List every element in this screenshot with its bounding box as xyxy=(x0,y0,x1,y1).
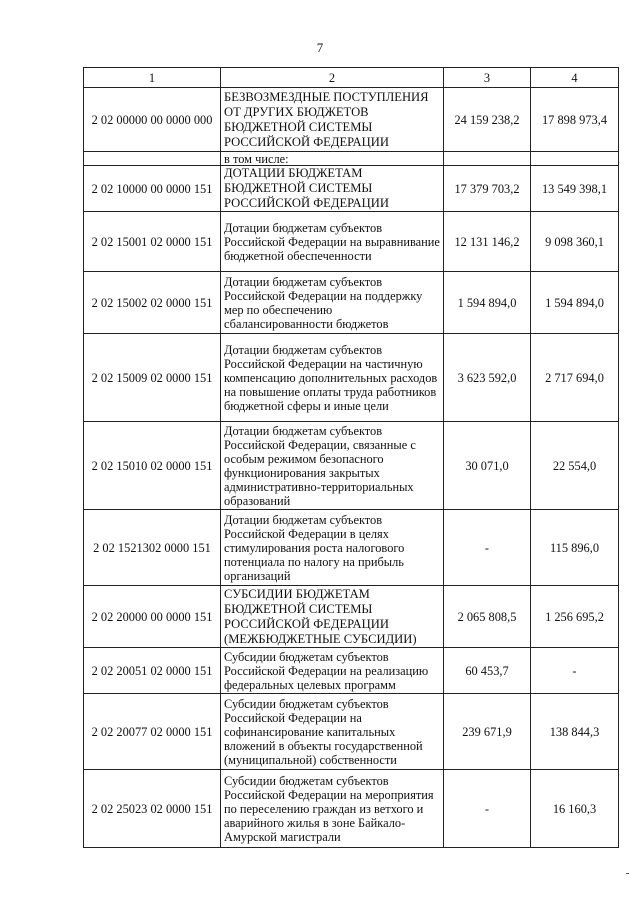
income-name: в том числе: xyxy=(221,152,444,166)
column-header: 4 xyxy=(531,68,619,88)
table-row xyxy=(84,152,619,166)
table-row xyxy=(84,212,619,272)
amount-col4: 1 256 695,2 xyxy=(531,586,619,648)
amount-col4: 17 898 973,4 xyxy=(531,88,619,152)
income-name: БЕЗВОЗМЕЗДНЫЕ ПОСТУПЛЕНИЯ ОТ ДРУГИХ БЮДЖЕТОВ БЮДЖЕТНОЙ СИСТЕМЫ РОССИЙСКОЙ ФЕДЕРАЦИИ xyxy=(221,88,444,152)
table-row xyxy=(84,422,619,510)
amount-col4: 16 160,3 xyxy=(531,770,619,848)
table-row xyxy=(84,510,619,586)
column-header: 1 xyxy=(84,68,221,88)
income-name: Субсидии бюджетам субъектов Российской Федерации на мероприятия по переселению граждан из ветхого и аварийного жилья в зоне Байкало-Амурской магистрали xyxy=(221,770,444,848)
table-row xyxy=(84,166,619,212)
budget-code: 2 02 20051 02 0000 151 xyxy=(84,648,221,694)
amount-col3: - xyxy=(444,770,531,848)
table-row xyxy=(84,770,619,848)
budget-code: 2 02 00000 00 0000 000 xyxy=(84,88,221,152)
amount-col4: 138 844,3 xyxy=(531,694,619,770)
table-row xyxy=(84,586,619,648)
amount-col3 xyxy=(444,152,531,166)
income-name: Дотации бюджетам субъектов Российской Федерации в целях стимулирования роста налогового потенциала по налогу на прибыль организаций xyxy=(221,510,444,586)
budget-code: 2 02 25023 02 0000 151 xyxy=(84,770,221,848)
scan-mark xyxy=(626,873,629,874)
income-name: Дотации бюджетам субъектов Российской Федерации на поддержку мер по обеспечению сбалансированности бюджетов xyxy=(221,272,444,334)
amount-col3: 239 671,9 xyxy=(444,694,531,770)
income-name: СУБСИДИИ БЮДЖЕТАМ БЮДЖЕТНОЙ СИСТЕМЫ РОССИЙСКОЙ ФЕДЕРАЦИИ (МЕЖБЮДЖЕТНЫЕ СУБСИДИИ) xyxy=(221,586,444,648)
amount-col4 xyxy=(531,152,619,166)
income-name: Дотации бюджетам субъектов Российской Федерации на выравнивание бюджетной обеспеченности xyxy=(221,212,444,272)
budget-code: 2 02 1521302 0000 151 xyxy=(84,510,221,586)
budget-code: 2 02 10000 00 0000 151 xyxy=(84,166,221,212)
amount-col3: 17 379 703,2 xyxy=(444,166,531,212)
amount-col3: 60 453,7 xyxy=(444,648,531,694)
amount-col4: 2 717 694,0 xyxy=(531,334,619,422)
income-name: Дотации бюджетам субъектов Российской Федерации на частичную компенсацию дополнительных расходов на повышение оплаты труда работников бюджетной сферы и иные цели xyxy=(221,334,444,422)
amount-col4: 22 554,0 xyxy=(531,422,619,510)
budget-code: 2 02 20000 00 0000 151 xyxy=(84,586,221,648)
amount-col3: - xyxy=(444,510,531,586)
budget-code: 2 02 20077 02 0000 151 xyxy=(84,694,221,770)
amount-col3: 1 594 894,0 xyxy=(444,272,531,334)
budget-code: 2 02 15002 02 0000 151 xyxy=(84,272,221,334)
budget-code: 2 02 15001 02 0000 151 xyxy=(84,212,221,272)
page-number: 7 xyxy=(316,40,324,55)
budget-code xyxy=(84,152,221,166)
table-row xyxy=(84,272,619,334)
income-name: Субсидии бюджетам субъектов Российской Федерации на реализацию федеральных целевых программ xyxy=(221,648,444,694)
amount-col3: 30 071,0 xyxy=(444,422,531,510)
amount-col3: 2 065 808,5 xyxy=(444,586,531,648)
table-row xyxy=(84,88,619,152)
amount-col3: 3 623 592,0 xyxy=(444,334,531,422)
header-row xyxy=(84,68,619,88)
budget-code: 2 02 15010 02 0000 151 xyxy=(84,422,221,510)
table-row xyxy=(84,648,619,694)
column-header: 3 xyxy=(444,68,531,88)
table-row xyxy=(84,334,619,422)
income-name: Субсидии бюджетам субъектов Российской Федерации на софинансирование капитальных вложений в объекты государственной (муниципальной) собственности xyxy=(221,694,444,770)
amount-col3: 12 131 146,2 xyxy=(444,212,531,272)
budget-code: 2 02 15009 02 0000 151 xyxy=(84,334,221,422)
amount-col3: 24 159 238,2 xyxy=(444,88,531,152)
income-name: Дотации бюджетам субъектов Российской Федерации, связанные с особым режимом безопасного функционирования закрытых административно-территориальных образований xyxy=(221,422,444,510)
amount-col4: - xyxy=(531,648,619,694)
amount-col4: 115 896,0 xyxy=(531,510,619,586)
column-header: 2 xyxy=(221,68,444,88)
table-row xyxy=(84,694,619,770)
budget-table xyxy=(83,67,619,848)
income-name: ДОТАЦИИ БЮДЖЕТАМ БЮДЖЕТНОЙ СИСТЕМЫ РОССИЙСКОЙ ФЕДЕРАЦИИ xyxy=(221,166,444,212)
amount-col4: 13 549 398,1 xyxy=(531,166,619,212)
amount-col4: 9 098 360,1 xyxy=(531,212,619,272)
amount-col4: 1 594 894,0 xyxy=(531,272,619,334)
